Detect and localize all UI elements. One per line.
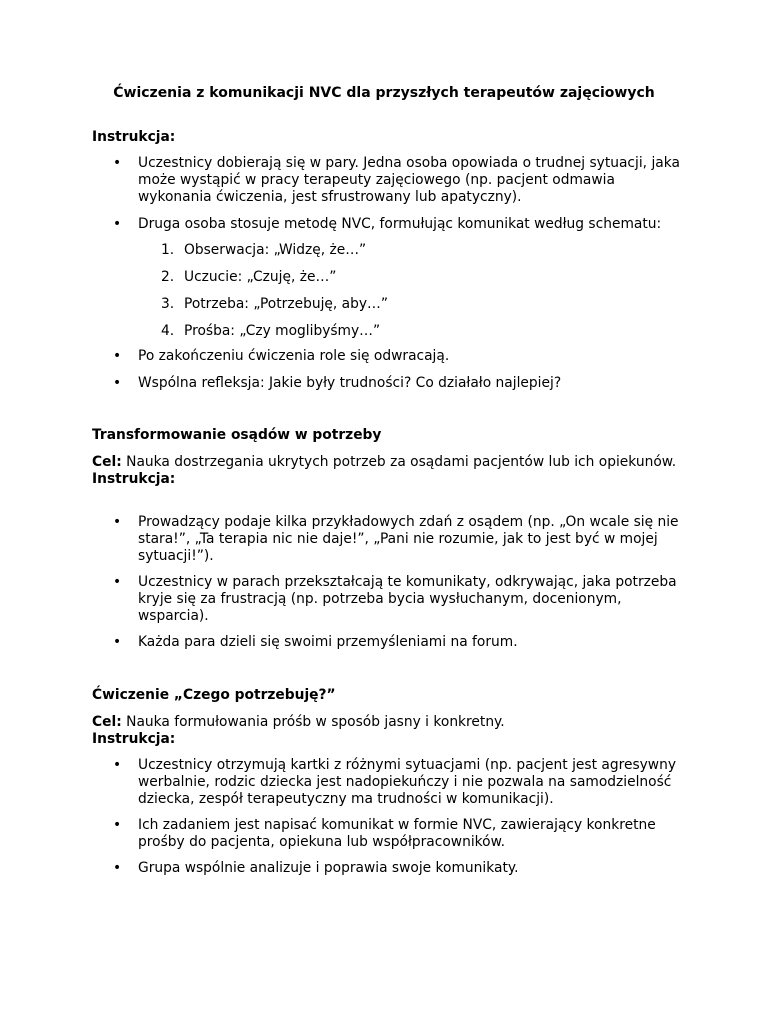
- section-1-list-2: [92, 216, 682, 233]
- list-item: • Uczestnicy otrzymują kartki z różnymi sytuacjami (np. pacjent jest agresywny werbalnie, rodzic dziecka jest nadopiekuńczy i nie pozwala na samodzielność dziecka, zespół terapeutyczny ma trudności w komunikacji).: [92, 757, 682, 808]
- section-1: [92, 129, 682, 146]
- goal-description: Nauka formułowania próśb w sposób jasny i konkretny.: [121, 714, 505, 730]
- list-item: • Ich zadaniem jest napisać komunikat w formie NVC, zawierający konkretne prośby do pacjenta, opiekuna lub współpracowników.: [92, 817, 682, 851]
- section-heading: Ćwiczenie „Czego potrzebuję?”: [92, 687, 336, 703]
- list-item: • Grupa wspólnie analizuje i poprawia swoje komunikaty.: [92, 860, 682, 877]
- numbered-item: [92, 296, 682, 313]
- list-item: • Uczestnicy w parach przekształcają te komunikaty, odkrywając, jaka potrzeba kryje się za frustracją (np. potrzeba bycia wysłuchanym, docenionym, wsparcia).: [92, 574, 682, 625]
- section-3-goal: [92, 714, 682, 748]
- list-item: • Każda para dzieli się swoimi przemyśleniami na forum.: [92, 634, 682, 651]
- instructions-label: Instrukcja:: [92, 731, 176, 747]
- instructions-label: Instrukcja:: [92, 471, 176, 487]
- numbered-item: [92, 242, 682, 259]
- section-2-list: [92, 514, 682, 651]
- section-1-list: [92, 155, 682, 206]
- item-text: Potrzeba: „Potrzebuję, aby…”: [184, 296, 388, 312]
- section-3-list: [92, 757, 682, 877]
- goal-text: [92, 714, 682, 731]
- item-text: Uczucie: „Czuję, że…”: [184, 269, 337, 285]
- numbered-item: [92, 269, 682, 286]
- goal-label: Cel:: [92, 714, 122, 730]
- document-title: Ćwiczenia z komunikacji NVC dla przyszłych terapeutów zajęciowych: [113, 85, 655, 101]
- goal-text: [92, 454, 682, 471]
- item-number: 4.: [161, 323, 175, 339]
- list-item: • Druga osoba stosuje metodę NVC, formułując komunikat według schematu:: [92, 216, 682, 233]
- item-number: 2.: [161, 269, 175, 285]
- section-2: [92, 427, 682, 444]
- list-item: • Po zakończeniu ćwiczenia role się odwracają.: [92, 348, 682, 365]
- section-2-goal: [92, 454, 682, 488]
- item-number: 3.: [161, 296, 175, 312]
- goal-label: Cel:: [92, 454, 122, 470]
- section-1-list-3: [92, 348, 682, 392]
- item-number: 1.: [161, 242, 175, 258]
- item-text: Prośba: „Czy moglibyśmy…”: [184, 323, 381, 339]
- instructions-label: Instrukcja:: [92, 129, 176, 145]
- list-item: • Prowadzący podaje kilka przykładowych zdań z osądem (np. „On wcale się nie stara!”, „Ta terapia nic nie daje!”, „Pani nie rozumie, jak to jest być w mojej sytuacji!”).: [92, 514, 682, 565]
- section-heading: Transformowanie osądów w potrzeby: [92, 427, 382, 443]
- item-text: Obserwacja: „Widzę, że…”: [184, 242, 367, 258]
- nvc-steps: [92, 242, 682, 340]
- list-item: • Uczestnicy dobierają się w pary. Jedna osoba opowiada o trudnej sytuacji, jaka może wystąpić w pracy terapeuty zajęciowego (np. pacjent odmawia wykonania ćwiczenia, jest sfrustrowany lub apatyczny).: [92, 155, 682, 206]
- list-item: • Wspólna refleksja: Jakie były trudności? Co działało najlepiej?: [92, 375, 682, 392]
- goal-description: Nauka dostrzegania ukrytych potrzeb za osądami pacjentów lub ich opiekunów.: [121, 454, 677, 470]
- numbered-item: [92, 323, 682, 340]
- section-3: [92, 687, 682, 704]
